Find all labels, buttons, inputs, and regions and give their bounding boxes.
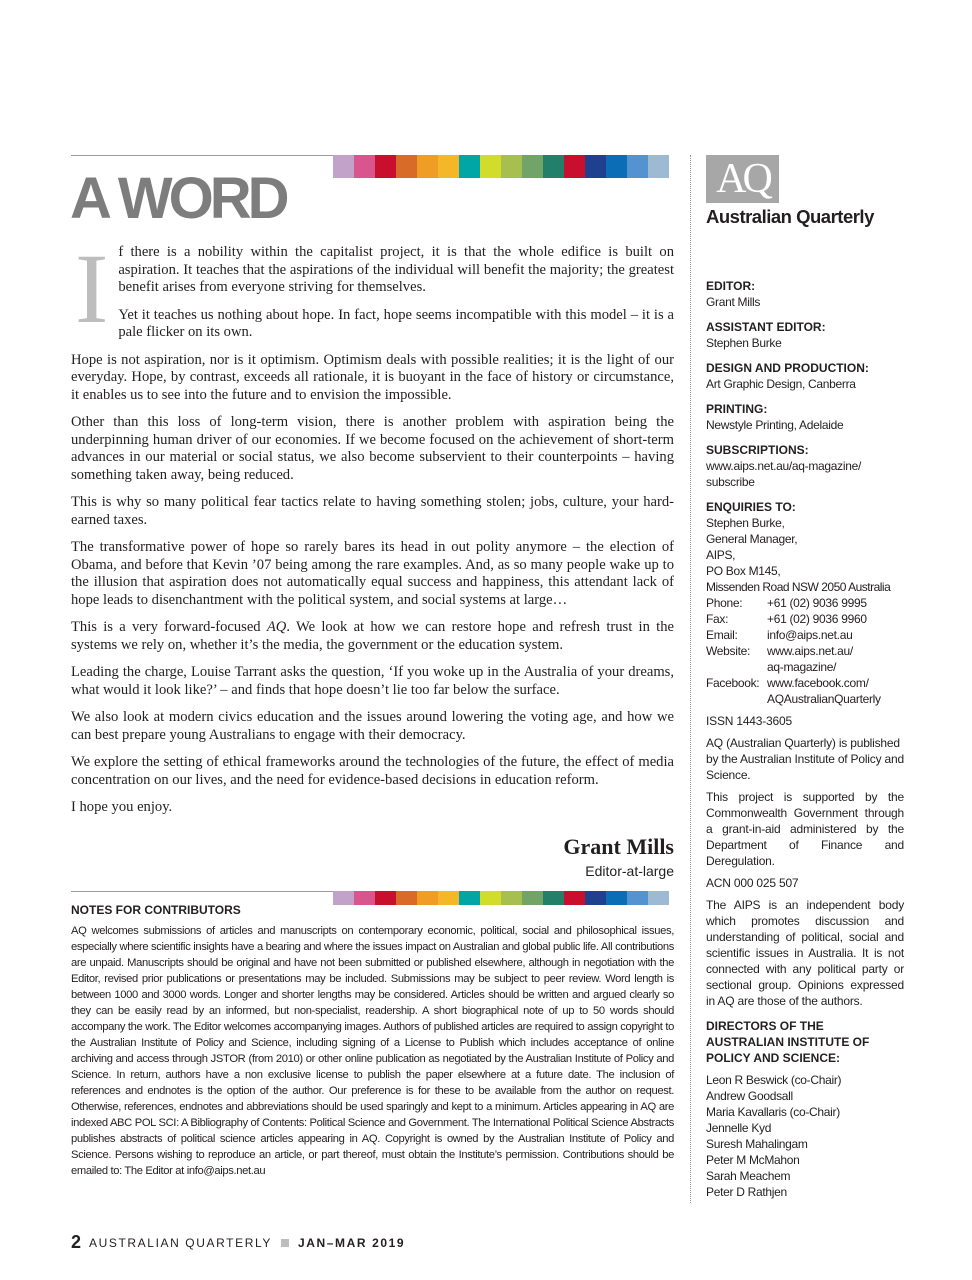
printing-label: PRINTING: <box>706 402 768 416</box>
body-paragraph: Leading the charge, Louise Tarrant asks the question, ‘If you woke up in the Australia of your dreams, what would it look like?’ – and finds that hope doesn’t lie too far below the surface. <box>71 664 674 698</box>
director: Maria Kavallaris (co-Chair) <box>706 1105 840 1119</box>
body-paragraph: Other than this loss of long-term vision, there is another problem with aspiration being the underpinning human driver of our economies. If we become focused on the achievement of short-term advances in our material or social status, we also become subservient to their counterpoints – having something taken away, being reduced. <box>71 414 674 483</box>
notes-rule <box>71 891 333 892</box>
magazine-name: Australian Quarterly <box>706 206 874 227</box>
top-rule <box>71 155 333 156</box>
director: Leon R Beswick (co-Chair) <box>706 1073 842 1087</box>
aq-logo: AQ <box>706 155 779 203</box>
enquiries-line: General Manager, <box>706 532 798 546</box>
color-swatch <box>543 155 564 178</box>
drop-cap: I <box>75 233 109 344</box>
director: Peter D Rathjen <box>706 1185 787 1199</box>
color-swatch <box>648 155 669 178</box>
color-swatch <box>417 155 438 178</box>
color-swatch <box>396 155 417 178</box>
fax-row <box>706 611 904 627</box>
directors-label: DIRECTORS OF THE AUSTRALIAN INSTITUTE OF POLICY AND SCIENCE: <box>706 1019 870 1065</box>
color-swatch <box>480 155 501 178</box>
body-paragraph: We explore the setting of ethical frameworks around the technologies of the future, the effect of media concentration on our lives, and the need for evidence-based decisions in education reform. <box>71 754 674 788</box>
email-row <box>706 627 904 643</box>
color-swatch <box>438 155 459 178</box>
color-swatch <box>354 155 375 178</box>
email-key: Email: <box>706 628 738 642</box>
enquiries-line: PO Box M145, <box>706 564 781 578</box>
signature-block <box>563 834 674 879</box>
director: Andrew Goodsall <box>706 1089 793 1103</box>
editor-label: EDITOR: <box>706 279 756 293</box>
supported-by: This project is supported by the Commonwealth Government through a grant-in-aid administered by the Department of Finance and Deregulation. <box>706 790 904 868</box>
assistant-editor-value: Stephen Burke <box>706 336 782 350</box>
design-value: Art Graphic Design, Canberra <box>706 377 856 391</box>
signature-name: Grant Mills <box>563 834 674 859</box>
color-swatch <box>585 155 606 178</box>
website-row <box>706 643 904 659</box>
color-swatch <box>606 155 627 178</box>
enquiries-line: Stephen Burke, <box>706 516 785 530</box>
email-value[interactable]: info@aips.net.au <box>767 628 853 642</box>
spacer <box>706 691 767 707</box>
column-divider <box>690 155 691 1203</box>
website-value[interactable]: www.aips.net.au/ <box>767 644 853 658</box>
signature-role: Editor-at-large <box>585 863 674 879</box>
issn: ISSN 1443-3605 <box>706 714 792 728</box>
directors-list <box>706 1072 904 1200</box>
body-paragraph: Hope is not aspiration, nor is it optimism. Optimism deals with possible realities; it is the light of our everyday. Hope, by contrast, exceeds all rationale, it is buoyant in the face of history or circumstance, it enables us to see into the future and to envision the impossible. <box>71 351 674 403</box>
color-strip-top <box>333 155 669 178</box>
website-key: Website: <box>706 644 751 658</box>
aq-italic: AQ <box>266 619 287 635</box>
body-paragraph: The transformative power of hope so rarely bares its head in out polity anymore – the election of Obama, and before that Kevin ’07 being among the rare examples. And, as so many people wake up to the illusion that aspiration does not automatically equal success and happiness, this attendant lack of hope leads to disenchantment with the political system, and social systems at large… <box>71 539 674 608</box>
editorial-body <box>71 233 675 827</box>
facebook-row <box>706 675 904 691</box>
page-footer <box>71 1232 405 1253</box>
fax-key: Fax: <box>706 612 729 626</box>
color-swatch <box>375 155 396 178</box>
facebook-value-cont[interactable]: AQAustralianQuarterly <box>767 692 881 706</box>
published-by: AQ (Australian Quarterly) is published by the Australian Institute of Policy and Science. <box>706 736 904 782</box>
page-heading: A WORD <box>70 166 286 231</box>
printing-value: Newstyle Printing, Adelaide <box>706 418 844 432</box>
notes-for-contributors <box>71 903 674 1179</box>
notes-title: NOTES FOR CONTRIBUTORS <box>71 903 241 917</box>
color-swatch <box>564 155 585 178</box>
fax-value: +61 (02) 9036 9960 <box>767 612 867 626</box>
editor-value: Grant Mills <box>706 295 761 309</box>
design-label: DESIGN AND PRODUCTION: <box>706 361 869 375</box>
masthead <box>706 278 904 1200</box>
director: Peter M McMahon <box>706 1153 800 1167</box>
enquiries-line: AIPS, <box>706 548 736 562</box>
page-number: 2 <box>71 1232 82 1252</box>
enquiries-label: ENQUIRIES TO: <box>706 500 796 514</box>
notes-text: AQ welcomes submissions of articles and manuscripts on contemporary economic, political, social and philosophical issues, especially where scientific insights have a bearing and where the issues impact on Australian and global public life. All contributions are unpaid. Manuscripts should be original and have not been submitted or published elsewhere, although in negotiation with the Editor, revised prior publications or presentations may be included. Submissions may be subject to peer review. Word length is between 1000 and 3000 words. Longer and shorter lengths may be considered. Articles should be written and argued clearly so they can be easily read by an informed, but non-specialist, readership. A short biographical note of up to 50 words should accompany the work. The Editor welcomes accompanying images. Authors of published articles are required to assign copyright to the Australian Institute of Policy and Science, including signing of a License to Publish which includes acceptance of online archiving and access through JSTOR (from 2010) or other online publication as negotiated by the Australian Institute of Policy and Science. In return, authors have a non exclusive license to publish the paper elsewhere at a future date. The inclusion of references and endnotes is the option of the author. Our preference is for these to be available from the author on request. Otherwise, references, endnotes and abbreviations should be used sparingly and kept to a minimum. Articles appearing in AQ are indexed ABC POL SCI: A Bibliography of Contents: Political Science and Government. The International Political Science Abstracts publishes abstracts of political science articles appearing in AQ. Copyright is owned by the Australian Institute of Policy and Science. Persons wishing to reproduce an article, or part thereof, must obtain the Institute’s permission. Contributions should be emailed to: The Editor at info@aips.net.au <box>71 925 674 1177</box>
director: Sarah Meachem <box>706 1169 791 1183</box>
footer-date: JAN–MAR 2019 <box>297 1235 406 1250</box>
facebook-key: Facebook: <box>706 676 760 690</box>
text-run: . We look at how we can restore hope and refresh trust in the systems we rely on, whether it’s the media, the government or the education system. <box>71 619 675 653</box>
assistant-editor-label: ASSISTANT EDITOR: <box>706 320 826 334</box>
separator-square-icon <box>281 1239 289 1247</box>
director: Jennelle Kyd <box>706 1121 772 1135</box>
body-paragraph <box>71 619 674 654</box>
subscriptions-url-cont[interactable]: subscribe <box>706 475 755 489</box>
director: Suresh Mahalingam <box>706 1137 808 1151</box>
color-swatch <box>627 155 648 178</box>
enquiries-line: Missenden Road NSW 2050 Australia <box>706 580 891 594</box>
aips-description: The AIPS is an independent body which promotes discussion and understanding of political, social and scientific issues in Australia. It is not connected with any political party or sectional group. Opinions expressed in AQ are those of the authors. <box>706 898 904 1008</box>
color-swatch <box>501 155 522 178</box>
body-paragraph: We also look at modern civics education and the issues around lowering the voting age, and how we can best prepare young Australians to engage with their democracy. <box>71 709 674 743</box>
facebook-value[interactable]: www.facebook.com/ <box>767 676 869 690</box>
phone-value: +61 (02) 9036 9995 <box>767 596 867 610</box>
acn: ACN 000 025 507 <box>706 876 799 890</box>
subscriptions-url[interactable]: www.aips.net.au/aq-magazine/ <box>706 459 862 473</box>
color-swatch <box>333 155 354 178</box>
intro-paragraph: Yet it teaches us nothing about hope. In fact, hope seems incompatible with this model – it is a pale flicker on its own. <box>118 306 674 340</box>
website-row-cont <box>706 659 904 675</box>
spacer <box>706 659 767 675</box>
body-paragraph: This is why so many political fear tactics relate to having something stolen; jobs, culture, your hard-earned taxes. <box>71 494 674 528</box>
color-swatch <box>459 155 480 178</box>
facebook-row-cont <box>706 691 904 707</box>
closing-line: I hope you enjoy. <box>71 799 173 815</box>
intro-paragraph: f there is a nobility within the capitalist project, it is that the whole edifice is built on aspiration. It teaches that the aspirations of the individual will benefit the majority; the greatest benefit arises from everyone striving for themselves. <box>118 244 674 295</box>
footer-publication: AUSTRALIAN QUARTERLY <box>89 1235 272 1250</box>
subscriptions-label: SUBSCRIPTIONS: <box>706 443 809 457</box>
color-swatch <box>522 155 543 178</box>
website-value-cont[interactable]: aq-magazine/ <box>767 660 837 674</box>
phone-row <box>706 595 904 611</box>
phone-key: Phone: <box>706 596 743 610</box>
text-run: This is a very forward-focused <box>71 619 267 635</box>
